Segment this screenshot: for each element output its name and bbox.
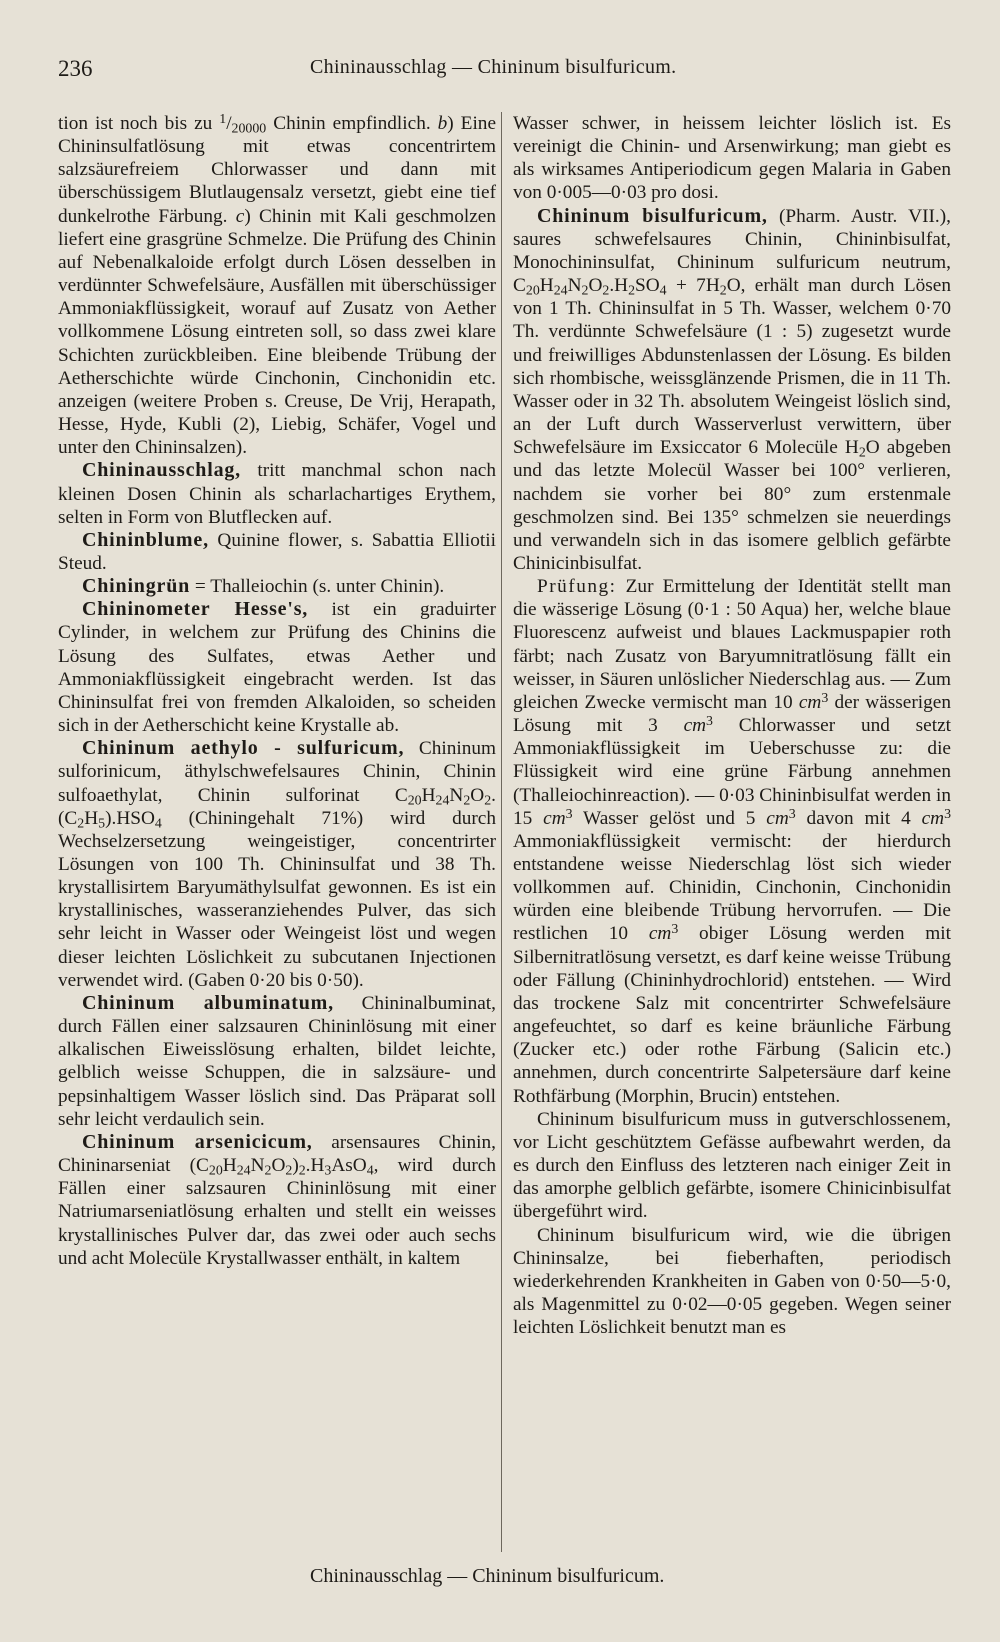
headword: Chininum bisulfuricum, [537, 204, 768, 227]
footer-stamp: Chininausschlag — Chininum bisulfuricum. [310, 1565, 665, 1587]
headword: Chininum albuminatum, [82, 991, 334, 1014]
headword: Chininausschlag, [82, 459, 241, 482]
headword: Chiningrün [82, 575, 191, 598]
entry-chininausschlag: Chininausschlag, tritt manchmal schon nach kleinen Dosen Chinin als scharlachartiges Erythem, selten in Form von Blutflecken auf. [58, 459, 496, 528]
headword: Chininblume, [82, 528, 209, 551]
paragraph-pruefung: Prüfung: Zur Ermittelung der Identität stellt man die wässerige Lösung (0·1 : 50 Aqua) her, welche blaue Fluorescenz aufweist und blaues Lackmuspapier roth färbt; nach Zusatz von Baryumnitratlösung fällt ein weisser, in Säuren unlöslicher Niederschlag aus. — Zum gleichen Zwecke vermischt man 10 $cm^3$ der wässerigen Lösung mit 3 $cm^3$ Chlorwasser und setzt Ammoniakflüssigkeit im Ueberschusse zu: die Flüssigkeit wird eine grüne Färbung annehmen (Thalleiochinreaction). — 0·03 Chininbisulfat werden in 15 $cm^3$ Wasser gelöst und 5 $cm^3$ davon mit 4 $cm^3$ Ammoniakflüssigkeit vermischt: der hierdurch entstandene weisse Niederschlag löst sich wieder vollkommen auf. Chinidin, Cinchonin, Cinchonidin würden eine bleibende Trübung hervorrufen. — Die restlichen 10 $cm^3$ obiger Lösung werden mit Silbernitratlösung versetzt, es darf keine weisse Trübung oder Fällung (Chininhydrochlorid) entstehen. — Wird das trockene Salz mit concentrirter Schwefelsäure angefeuchtet, so darf es keine bräunliche Färbung (Zucker etc.) oder rothe Färbung (Salicin etc.) annehmen, durch concentrirte Salpetersäure darf keine Rothfärbung (Morphin, Brucin) entstehen. [513, 576, 951, 1107]
entry-chininum-arsenicicum: Chininum arsenicicum, arsensaures Chinin, Chininarseniat $(C_{20}H_{24}N_2O_2)_2.H_3AsO_4$, wird durch Fällen einer salzsauren Chininlösung mit einer Natriumarseniatlösung erhalten und stellt ein weisses krystallinisches Pulver dar, das zwei oder auch sechs und acht Molecüle Krystallwasser enthält, in kaltem [58, 1130, 496, 1269]
column-divider [501, 112, 502, 1552]
page-number: 236 [58, 56, 93, 81]
entry-chininblume: Chininblume, Quinine flower, s. Sabattia Elliotii Steud. [58, 528, 496, 574]
headword: Chininometer Hesse's, [82, 598, 309, 621]
paragraph-usage: Chininum bisulfuricum wird, wie die übrigen Chininsalze, bei fieberhaften, periodisch wiederkehrenden Krankheiten in Gaben von 0·50—5·0, als Magenmittel zu 0·02—0·05 gegeben. Wegen seiner leichten Löslichkeit benutzt man es [513, 1224, 951, 1339]
entry-chininum-bisulfuricum: Chininum bisulfuricum, (Pharm. Austr. VII.), saures schwefelsaures Chinin, Chininbisulfat, Monochininsulfat, Chininum sulfuricum neutrum, $C_{20}H_{24}N_2O_2.H_2SO_4 + 7H_2O$, erhält man durch Lösen von 1 Th. Chininsulfat in 5 Th. Wasser, welchem 0·70 Th. verdünnte Schwefelsäure (1 : 5) zugesetzt wurde und freiwilliges Abdunstenlassen der Lösung. Es bilden sich rhombische, weissglänzende Prismen, die in 11 Th. Wasser oder in 32 Th. absolutem Weingeist löslich sind, an der Luft durch Wasserverlust verwittern, über Schwefelsäure im Exsiccator 6 Molecüle $H_2O$ abgeben und das letzte Molecül Wasser bei 100° verlieren, nachdem sie vorher bei 80° zum erstenmale geschmolzen sind. Bei 135° schmelzen sie neuerdings und verwandeln sich in das isomere gelblich gefärbte Chinicinbisulfat. [513, 204, 951, 574]
paragraph-continuation: Wasser schwer, in heissem leichter löslich ist. Es vereinigt die Chinin- und Arsenwirkung; man giebt es als wirksames Antiperiodicum gegen Malaria in Gaben von 0·005—0·03 pro dosi. [513, 113, 951, 204]
headword: Chininum arsenicicum, [82, 1130, 313, 1153]
section-label: Prüfung: [537, 576, 617, 598]
entry-chiningruen: Chiningrün = Thalleiochin (s. unter Chinin). [82, 575, 445, 598]
entry-chininum-aethylo-sulfuricum: Chininum aethylo - sulfuricum, Chininum sulforinicum, äthylschwefelsaures Chinin, Chinin sulfoaethylat, Chinin sulforinat $C_{20}H_{24}N_2O_2.(C_2H_5).HSO_4$ (Chiningehalt 71%) wird durch Wechselzersetzung weingeistiger, concentrirter Lösungen von 100 Th. Chininsulfat und 38 Th. krystallisirtem Baryumäthylsulfat gewonnen. Es ist ein krystallinisches, wasseranziehendes Pulver, das sich sehr leicht in Wasser oder Weingeist löst und wegen dieser leichten Löslichkeit zu subcutanen Injectionen verwendet wird. (Gaben 0·20 bis 0·50). [58, 737, 496, 991]
left-column [58, 112, 496, 1552]
entry-chininometer: Chininometer Hesse's, ist ein graduirter Cylinder, in welchem zur Prüfung des Chinins die Lösung des Sulfates, etwas Aether und Ammoniakflüssigkeit eingebracht werden. Ist das Chininsulfat frei von fremden Alkaloiden, so scheiden sich in der Aetherschicht keine Krystalle ab. [58, 598, 496, 737]
right-column [513, 112, 951, 1552]
headword: Chininum aethylo - sulfuricum, [82, 737, 405, 760]
entry-chininum-albuminatum: Chininum albuminatum, Chininalbuminat, durch Fällen einer salzsauren Chininlösung mit einer alkalischen Eiweisslösung erhalten, bildet leichte, gelblich weisse Schuppen, die in salzsäure- und pepsinhaltigem Wasser löslich sind. Das Präparat soll sehr leicht verdaulich sein. [58, 991, 496, 1130]
paragraph-continuation: tion ist noch bis zu $^1/_{20000}$ Chinin empfindlich. b) Eine Chininsulfatlösung mit etwas concentrirtem salzsäurefreiem Chlorwasser und dann mit überschüssigem Blutlaugensalz versetzt, giebt eine tief dunkelrothe Färbung. c) Chinin mit Kali geschmolzen liefert eine grasgrüne Schmelze. Die Prüfung des Chinin auf Nebenalkaloide erfolgt durch Lösen desselben in verdünnter Schwefelsäure, Ausfällen mit überschüssiger Ammoniakflüssigkeit, worauf auf Zusatz von Aether vollkommene Lösung eintreten soll, so dass zwei klare Schichten zurückbleiben. Eine bleibende Trübung der Aetherschichte würde Cinchonin, Cinchonidin etc. anzeigen (weitere Proben s. Creuse, De Vrij, Herapath, Hesse, Hyde, Kubli (2), Liebig, Schäfer, Vogel und unter den Chininsalzen). [58, 112, 496, 459]
paragraph-storage: Chininum bisulfuricum muss in gutverschlossenem, vor Licht geschütztem Gefässe aufbewahrt werden, da es durch den Einfluss des letzteren nach einiger Zeit in das amorphe gelblich gefärbte, isomere Chinicinbisulfat übergeführt wird. [513, 1108, 951, 1223]
running-title: Chininausschlag — Chininum bisulfuricum. [310, 56, 677, 78]
